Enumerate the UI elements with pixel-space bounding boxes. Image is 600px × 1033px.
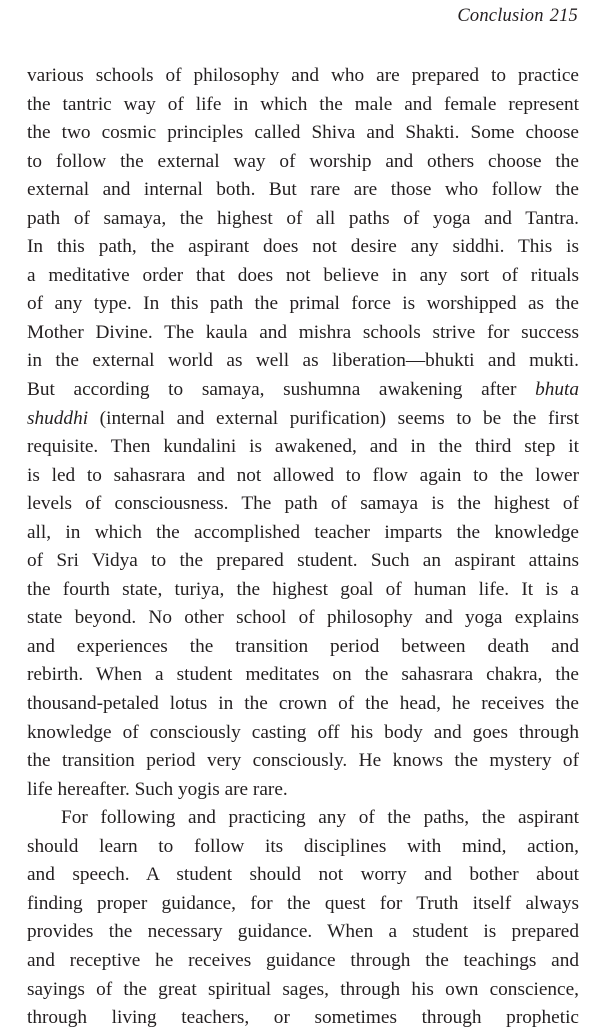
section-title: Conclusion: [457, 6, 544, 26]
text-line: sayings of the great spiritual sages, through his own conscience,: [27, 978, 579, 1000]
text-line: state beyond. No other school of philosophy and yoga explains: [27, 607, 579, 629]
text-line: [27, 405, 579, 434]
text-line: and receptive he receives guidance through the teachings and: [27, 949, 579, 971]
italic-term: shuddhi: [27, 407, 89, 429]
text-line: through living teachers, or sometimes through prophetic: [27, 1007, 579, 1029]
text-line: knowledge of consciously casting off his body and goes through: [27, 721, 579, 743]
text-line: provides the necessary guidance. When a student is prepared: [27, 921, 579, 943]
text-line: the two cosmic principles called Shiva and Shakti. Some choose: [27, 122, 579, 144]
text-line: the fourth state, turiya, the highest goal of human life. It is a: [27, 578, 579, 600]
paragraph-first-line: For following and practicing any of the paths, the aspirant: [61, 807, 579, 829]
body-text: [27, 62, 579, 1033]
text-line: external and internal both. But rare are those who follow the: [27, 179, 579, 201]
text-line: rebirth. When a student meditates on the sahasrara chakra, the: [27, 664, 579, 686]
text-line: the tantric way of life in which the male and female represent: [27, 93, 579, 115]
text-line: finding proper guidance, for the quest for Truth itself always: [27, 892, 579, 914]
text-line: should learn to follow its disciplines with mind, action,: [27, 835, 579, 857]
text-line: and experiences the transition period between death and: [27, 635, 579, 657]
paragraph-last-line: life hereafter. Such yogis are rare.: [27, 778, 288, 800]
page-number: 215: [549, 6, 578, 26]
text-line: requisite. Then kundalini is awakened, and in the third step it: [27, 436, 579, 458]
italic-term: bhuta: [535, 379, 579, 401]
text-line: and speech. A student should not worry and bother about: [27, 864, 579, 886]
text-line: in the external world as well as liberation—bhukti and mukti.: [27, 350, 579, 372]
text-line: Mother Divine. The kaula and mishra schools strive for success: [27, 321, 579, 343]
text-line: path of samaya, the highest of all paths of yoga and Tantra.: [27, 207, 579, 229]
text-line: a meditative order that does not believe in any sort of rituals: [27, 264, 579, 286]
text-line: is led to sahasrara and not allowed to flow again to the lower: [27, 464, 579, 486]
text-line: all, in which the accomplished teacher imparts the knowledge: [27, 521, 579, 543]
text-segment: But according to samaya, sushumna awakening after: [27, 379, 536, 401]
text-line: In this path, the aspirant does not desire any siddhi. This is: [27, 236, 579, 258]
text-line: of any type. In this path the primal force is worshipped as the: [27, 293, 579, 315]
text-line: thousand-petaled lotus in the crown of the head, he receives the: [27, 693, 579, 715]
running-head: [457, 6, 578, 27]
text-line: the transition period very consciously. He knows the mystery of: [27, 750, 579, 772]
text-line: to follow the external way of worship and others choose the: [27, 150, 579, 172]
text-line: of Sri Vidya to the prepared student. Such an aspirant attains: [27, 550, 579, 572]
text-line: levels of consciousness. The path of samaya is the highest of: [27, 493, 579, 515]
text-line: [27, 376, 579, 405]
text-line: various schools of philosophy and who are prepared to practice: [27, 65, 579, 86]
text-segment: (internal and external purification) seems to be the first: [88, 407, 579, 429]
